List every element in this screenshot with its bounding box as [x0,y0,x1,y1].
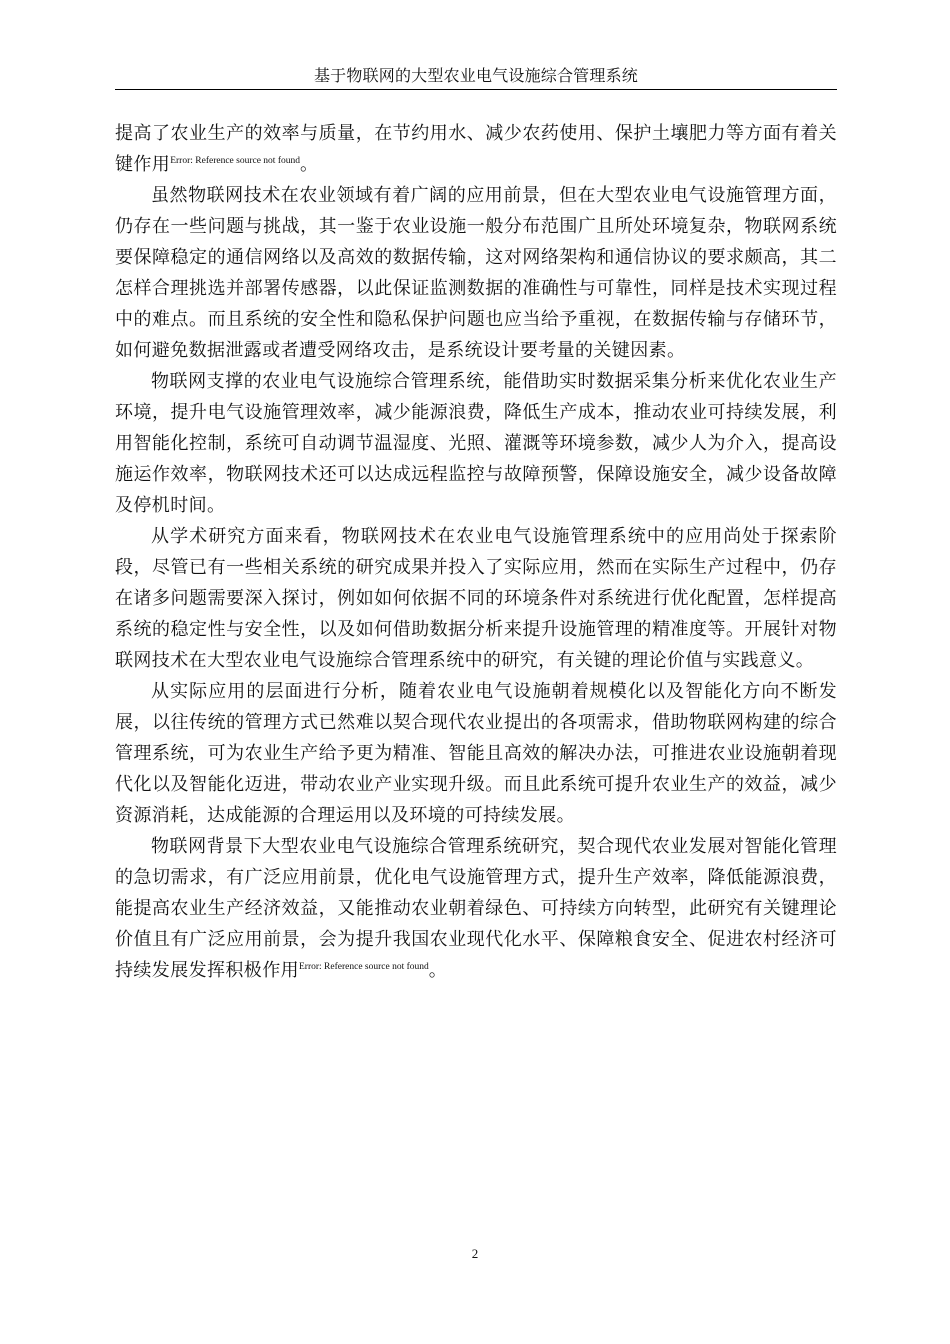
reference-error-marker: Error: Reference source not found [299,962,429,972]
paragraph-6-text: 物联网背景下大型农业电气设施综合管理系统研究，契合现代农业发展对智能化管理的急切需求，有广泛应用前景，优化电气设施管理方式，提升生产效率，降低能源浪费，能提高农业生产经济效益，又能推动农业朝着绿色、可持续方向转型，此研究有关键理论价值且有广泛应用前景，会为提升我国农业现代化水平、保障粮食安全、促进农村经济可持续发展发挥积极作用 [115,836,837,981]
paragraph-1 [115,118,837,180]
body-text [115,118,837,986]
paragraph-2: 虽然物联网技术在农业领域有着广阔的应用前景，但在大型农业电气设施管理方面，仍存在一些问题与挑战，其一鉴于农业设施一般分布范围广且所处环境复杂，物联网系统要保障稳定的通信网络以及高效的数据传输，这对网络架构和通信协议的要求颇高，其二怎样合理挑选并部署传感器，以此保证监测数据的准确性与可靠性，同样是技术实现过程中的难点。而且系统的安全性和隐私保护问题也应当给予重视，在数据传输与存储环节，如何避免数据泄露或者遭受网络攻击，是系统设计要考量的关键因素。 [115,185,837,361]
paragraph-3: 物联网支撑的农业电气设施综合管理系统，能借助实时数据采集分析来优化农业生产环境，提升电气设施管理效率，减少能源浪费，降低生产成本，推动农业可持续发展，利用智能化控制，系统可自动调节温湿度、光照、灌溉等环境参数，减少人为介入，提高设施运作效率，物联网技术还可以达成远程监控与故障预警，保障设施安全，减少设备故障及停机时间。 [115,371,837,516]
paragraph-1-text: 提高了农业生产的效率与质量，在节约用水、减少农药使用、保护土壤肥力等方面有着关键作用 [115,123,837,175]
running-header-title: 基于物联网的大型农业电气设施综合管理系统 [313,66,638,85]
page-number: 2 [471,1246,479,1261]
header-rule [115,89,837,90]
paragraph-1-tail: 。 [299,154,319,175]
reference-error-marker: Error: Reference source not found [170,156,300,166]
paragraph-4: 从学术研究方面来看，物联网技术在农业电气设施管理系统中的应用尚处于探索阶段，尽管已有一些相关系统的研究成果并投入了实际应用，然而在实际生产过程中，仍存在诸多问题需要深入探讨，例如如何依据不同的环境条件对系统进行优化配置，怎样提高系统的稳定性与安全性，以及如何借助数据分析来提升设施管理的精准度等。开展针对物联网技术在大型农业电气设施综合管理系统中的研究，有关键的理论价值与实践意义。 [115,526,837,671]
paragraph-6 [115,831,837,986]
paragraph-6-tail: 。 [428,960,448,981]
paragraph-5: 从实际应用的层面进行分析，随着农业电气设施朝着规模化以及智能化方向不断发展，以往传统的管理方式已然难以契合现代农业提出的各项需求，借助物联网构建的综合管理系统，可为农业生产给予更为精准、智能且高效的解决办法，可推进农业设施朝着现代化以及智能化迈进，带动农业产业实现升级。而且此系统可提升农业生产的效益，减少资源消耗，达成能源的合理运用以及环境的可持续发展。 [115,681,837,826]
